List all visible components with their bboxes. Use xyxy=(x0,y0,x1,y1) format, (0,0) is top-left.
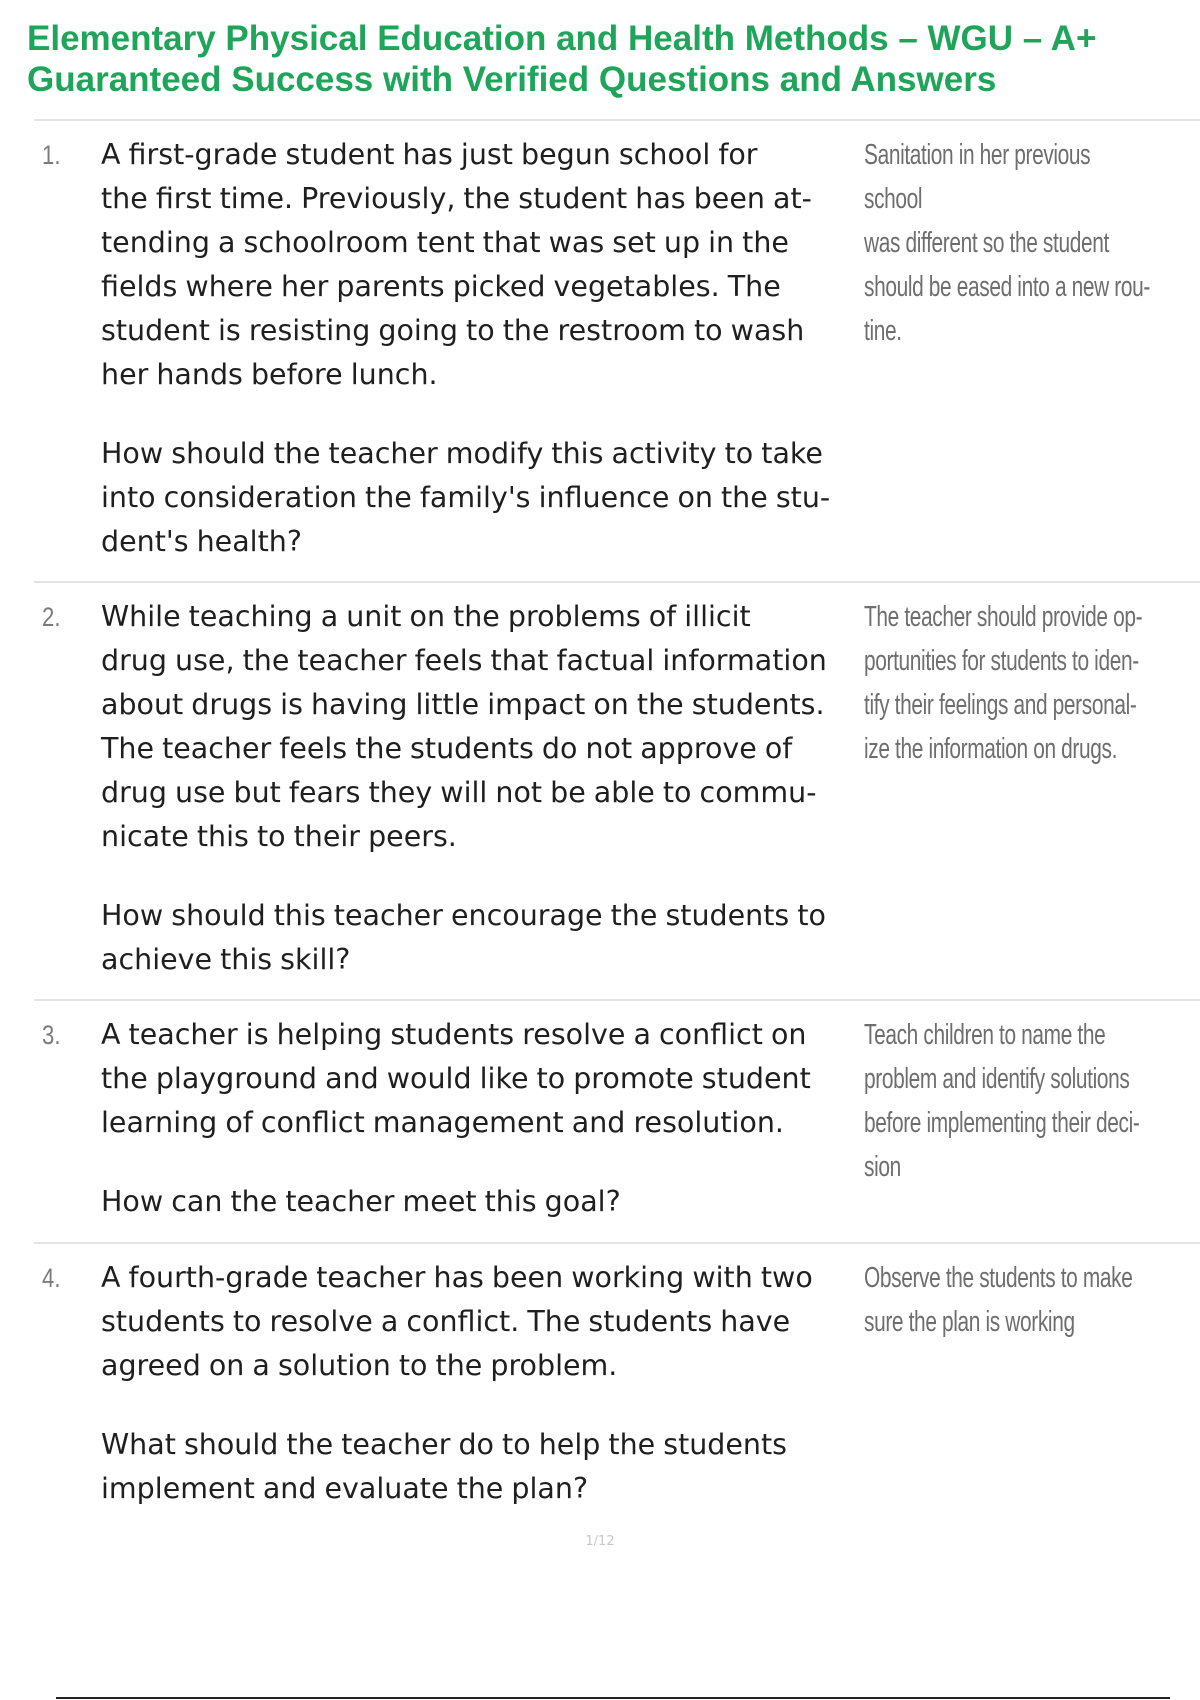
answer-line: before implementing their deci- xyxy=(864,1107,1140,1139)
question-line: drug use but fears they will not be able to commu- xyxy=(101,776,817,809)
prompt-line: into consideration the family's influence on the stu- xyxy=(101,481,831,514)
answer-line: was different so the student xyxy=(864,227,1109,259)
question-body xyxy=(101,133,871,397)
question-number: 3. xyxy=(42,1020,61,1050)
question-line: A teacher is helping students resolve a conflict on xyxy=(101,1018,807,1051)
document-title xyxy=(27,18,1177,100)
question-line: her hands before lunch. xyxy=(101,358,438,391)
answer-line: Sanitation in her previous school xyxy=(864,139,1091,215)
prompt-line: How can the teacher meet this goal? xyxy=(101,1185,621,1218)
question-line: the playground and would like to promote student xyxy=(101,1062,811,1095)
answer-line: ize the information on drugs. xyxy=(864,733,1118,765)
prompt-line: dent's health? xyxy=(101,525,302,558)
question-line: student is resisting going to the restroom to wash xyxy=(101,314,805,347)
prompt-line: implement and evaluate the plan? xyxy=(101,1472,589,1505)
question-line: the first time. Previously, the student has been at- xyxy=(101,182,812,215)
title-line-1: Elementary Physical Education and Health Methods – WGU – A+ xyxy=(27,19,1097,58)
question-line: drug use, the teacher feels that factual information xyxy=(101,644,827,677)
answer-line: The teacher should provide op- xyxy=(864,601,1143,633)
answer-text xyxy=(864,595,1152,771)
question-line: While teaching a unit on the problems of illicit xyxy=(101,600,751,633)
question-number: 1. xyxy=(42,140,61,170)
divider xyxy=(34,999,1200,1001)
answer-line: Observe the students to make xyxy=(864,1262,1133,1294)
answer-line: portunities for students to iden- xyxy=(864,645,1139,677)
answer-line: should be eased into a new rou- xyxy=(864,271,1151,303)
answer-text xyxy=(864,1256,1152,1344)
divider xyxy=(34,581,1200,583)
page-number: 1/12 xyxy=(585,1534,615,1549)
question-prompt xyxy=(101,432,871,564)
divider xyxy=(34,1242,1200,1244)
question-line: learning of conflict management and resolution. xyxy=(101,1106,784,1139)
answer-text xyxy=(864,133,1152,353)
question-number: 2. xyxy=(42,602,61,632)
answer-line: problem and identify solutions xyxy=(864,1063,1130,1095)
question-number: 4. xyxy=(42,1263,61,1293)
footer-divider xyxy=(56,1697,1170,1699)
question-text xyxy=(101,133,871,564)
question-line: agreed on a solution to the problem. xyxy=(101,1349,618,1382)
question-body xyxy=(101,1256,871,1388)
question-text xyxy=(101,595,871,982)
question-line: A fourth-grade teacher has been working with two xyxy=(101,1261,813,1294)
question-line: The teacher feels the students do not approve of xyxy=(101,732,793,765)
question-text xyxy=(101,1256,871,1511)
prompt-line: What should the teacher do to help the students xyxy=(101,1428,788,1461)
prompt-line: How should the teacher modify this activity to take xyxy=(101,437,823,470)
question-prompt xyxy=(101,894,871,982)
question-line: nicate this to their peers. xyxy=(101,820,457,853)
question-line: A first-grade student has just begun school for xyxy=(101,138,758,171)
answer-line: sion xyxy=(864,1151,901,1183)
answer-line: Teach children to name the xyxy=(864,1019,1106,1051)
title-line-2: Guaranteed Success with Verified Questions and Answers xyxy=(27,60,997,99)
question-prompt xyxy=(101,1423,871,1511)
question-body xyxy=(101,1013,871,1145)
answer-text xyxy=(864,1013,1152,1189)
answer-line: sure the plan is working xyxy=(864,1306,1075,1338)
answer-line: tify their feelings and personal- xyxy=(864,689,1137,721)
question-line: students to resolve a conflict. The students have xyxy=(101,1305,791,1338)
answer-line: tine. xyxy=(864,315,902,347)
question-body xyxy=(101,595,871,859)
question-line: tending a schoolroom tent that was set up in the xyxy=(101,226,789,259)
divider xyxy=(34,119,1200,121)
question-text xyxy=(101,1013,871,1224)
question-prompt xyxy=(101,1180,871,1224)
question-line: fields where her parents picked vegetables. The xyxy=(101,270,781,303)
prompt-line: achieve this skill? xyxy=(101,943,351,976)
question-line: about drugs is having little impact on the students. xyxy=(101,688,825,721)
prompt-line: How should this teacher encourage the students to xyxy=(101,899,826,932)
